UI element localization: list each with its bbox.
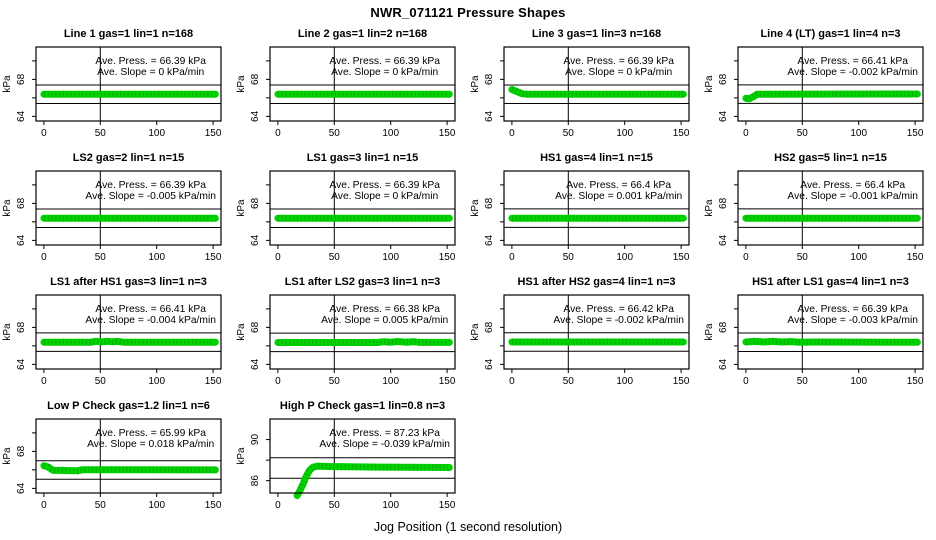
y-axis-unit-label: kPa — [470, 199, 481, 217]
x-tick-label: 50 — [796, 376, 808, 387]
subplot-title: Line 1 gas=1 lin=1 n=168 — [63, 28, 194, 40]
data-series — [297, 466, 449, 496]
x-tick-label: 50 — [562, 376, 574, 387]
y-axis-unit-label: kPa — [2, 199, 13, 217]
y-tick-label: 68 — [250, 321, 261, 333]
subplot-title: Line 2 gas=1 lin=2 n=168 — [297, 28, 428, 40]
x-tick-label: 150 — [438, 500, 456, 511]
y-tick-label: 64 — [718, 234, 729, 246]
subplot-title: High P Check gas=1 lin=0.8 n=3 — [279, 400, 446, 412]
data-series — [512, 90, 684, 95]
ave-press-annotation: Ave. Press. = 66.38 kPa — [329, 304, 440, 315]
y-tick-label: 68 — [250, 197, 261, 209]
y-tick-label: 68 — [16, 197, 27, 209]
subplot-title: LS2 gas=2 lin=1 n=15 — [72, 152, 185, 164]
x-tick-label: 50 — [94, 376, 106, 387]
ave-press-annotation: Ave. Press. = 66.41 kPa — [797, 56, 908, 67]
subplot-title: HS1 after HS2 gas=4 lin=1 n=3 — [517, 276, 676, 288]
x-tick-label: 50 — [94, 252, 106, 263]
y-tick-label: 68 — [718, 73, 729, 85]
subplot-canvas — [702, 146, 936, 270]
ave-slope-annotation: Ave. Slope = -0.039 kPa/min — [319, 439, 451, 450]
x-tick-label: 0 — [743, 128, 749, 139]
x-tick-label: 100 — [382, 500, 400, 511]
ave-slope-annotation: Ave. Slope = 0 kPa/min — [331, 191, 439, 202]
y-tick-label: 64 — [250, 234, 261, 246]
subplot-canvas — [0, 270, 234, 394]
y-tick-label: 68 — [16, 321, 27, 333]
data-series — [44, 341, 216, 342]
x-tick-label: 150 — [438, 252, 456, 263]
y-tick-label: 68 — [250, 73, 261, 85]
x-tick-label: 100 — [616, 128, 634, 139]
subplot-title: HS2 gas=5 lin=1 n=15 — [774, 152, 887, 164]
subplot-13 — [0, 394, 234, 518]
x-tick-label: 0 — [41, 252, 47, 263]
subplot-canvas — [0, 394, 234, 518]
x-tick-label: 0 — [41, 128, 47, 139]
ave-press-annotation: Ave. Press. = 87.23 kPa — [329, 428, 440, 439]
y-axis-unit-label: kPa — [704, 199, 715, 217]
y-tick-label: 90 — [250, 433, 261, 446]
x-tick-label: 150 — [672, 252, 690, 263]
x-tick-label: 100 — [148, 128, 166, 139]
subplot-1 — [0, 22, 234, 146]
x-tick-label: 50 — [562, 252, 574, 263]
ave-slope-annotation: Ave. Slope = -0.005 kPa/min — [85, 191, 217, 202]
x-axis-label: Jog Position (1 second resolution) — [373, 520, 563, 534]
x-tick-label: 150 — [906, 128, 924, 139]
x-tick-label: 0 — [743, 376, 749, 387]
x-tick-label: 0 — [275, 252, 281, 263]
x-tick-label: 50 — [94, 128, 106, 139]
ave-press-annotation: Ave. Press. = 66.4 kPa — [800, 180, 906, 191]
y-tick-label: 64 — [250, 110, 261, 122]
x-tick-label: 100 — [148, 500, 166, 511]
y-tick-label: 64 — [16, 482, 27, 494]
y-tick-label: 64 — [718, 358, 729, 370]
subplot-title: HS1 after LS1 gas=4 lin=1 n=3 — [752, 276, 909, 288]
ave-press-annotation: Ave. Press. = 66.39 kPa — [95, 180, 206, 191]
x-tick-label: 100 — [616, 376, 634, 387]
x-tick-label: 50 — [94, 500, 106, 511]
y-tick-label: 68 — [484, 73, 495, 85]
ave-press-annotation: Ave. Press. = 66.41 kPa — [95, 304, 206, 315]
x-tick-label: 0 — [275, 376, 281, 387]
x-tick-label: 150 — [438, 128, 456, 139]
x-tick-label: 100 — [616, 252, 634, 263]
x-tick-label: 150 — [438, 376, 456, 387]
y-tick-label: 68 — [16, 73, 27, 85]
x-tick-label: 0 — [509, 376, 515, 387]
plots-grid — [0, 22, 936, 518]
subplot-8 — [702, 146, 936, 270]
y-axis-unit-label: kPa — [2, 447, 13, 465]
subplot-canvas — [0, 146, 234, 270]
y-tick-label: 64 — [484, 234, 495, 246]
ave-press-annotation: Ave. Press. = 66.39 kPa — [329, 56, 440, 67]
subplot-canvas — [702, 22, 936, 146]
y-tick-label: 64 — [16, 358, 27, 370]
x-tick-label: 50 — [328, 128, 340, 139]
x-tick-label: 0 — [509, 252, 515, 263]
x-tick-label: 100 — [148, 252, 166, 263]
subplot-title: LS1 after HS1 gas=3 lin=1 n=3 — [50, 276, 207, 288]
x-tick-label: 50 — [328, 500, 340, 511]
subplot-canvas — [234, 146, 468, 270]
x-tick-label: 150 — [906, 252, 924, 263]
y-tick-label: 68 — [484, 197, 495, 209]
x-tick-label: 0 — [275, 500, 281, 511]
y-axis-unit-label: kPa — [704, 75, 715, 93]
y-axis-unit-label: kPa — [236, 447, 247, 465]
subplot-6 — [234, 146, 468, 270]
x-tick-label: 0 — [275, 128, 281, 139]
y-axis-unit-label: kPa — [2, 75, 13, 93]
ave-slope-annotation: Ave. Slope = -0.003 kPa/min — [787, 315, 919, 326]
y-tick-label: 64 — [250, 358, 261, 370]
ave-press-annotation: Ave. Press. = 66.39 kPa — [797, 304, 908, 315]
subplot-title: Line 3 gas=1 lin=3 n=168 — [531, 28, 662, 40]
data-series — [278, 342, 450, 343]
subplot-canvas — [468, 22, 702, 146]
y-tick-label: 68 — [718, 321, 729, 333]
subplot-canvas — [234, 394, 468, 518]
subplot-5 — [0, 146, 234, 270]
x-tick-label: 100 — [148, 376, 166, 387]
x-tick-label: 150 — [672, 128, 690, 139]
subplot-canvas — [468, 270, 702, 394]
subplot-title: LS1 gas=3 lin=1 n=15 — [306, 152, 419, 164]
ave-press-annotation: Ave. Press. = 66.4 kPa — [566, 180, 672, 191]
x-tick-label: 50 — [328, 376, 340, 387]
x-tick-label: 100 — [382, 252, 400, 263]
subplot-canvas — [0, 22, 234, 146]
subplot-canvas — [234, 22, 468, 146]
subplot-canvas — [702, 270, 936, 394]
y-tick-label: 64 — [484, 358, 495, 370]
subplot-4 — [702, 22, 936, 146]
y-tick-label: 68 — [484, 321, 495, 333]
ave-slope-annotation: Ave. Slope = -0.001 kPa/min — [787, 191, 919, 202]
x-tick-label: 0 — [41, 500, 47, 511]
x-tick-label: 150 — [204, 500, 222, 511]
y-tick-label: 86 — [250, 475, 261, 487]
subplot-title: HS1 gas=4 lin=1 n=15 — [540, 152, 653, 164]
ave-slope-annotation: Ave. Slope = 0 kPa/min — [331, 67, 439, 78]
x-tick-label: 0 — [509, 128, 515, 139]
x-tick-label: 50 — [796, 128, 808, 139]
subplot-title: Low P Check gas=1.2 lin=1 n=6 — [47, 400, 210, 412]
ave-press-annotation: Ave. Press. = 66.39 kPa — [329, 180, 440, 191]
subplot-3 — [468, 22, 702, 146]
x-tick-label: 100 — [850, 252, 868, 263]
x-tick-label: 150 — [204, 128, 222, 139]
y-tick-label: 64 — [16, 234, 27, 246]
x-tick-label: 50 — [328, 252, 340, 263]
subplot-12 — [702, 270, 936, 394]
subplot-2 — [234, 22, 468, 146]
y-axis-unit-label: kPa — [236, 323, 247, 341]
subplot-canvas — [234, 270, 468, 394]
ave-press-annotation: Ave. Press. = 66.39 kPa — [95, 56, 206, 67]
subplot-14 — [234, 394, 468, 518]
ave-slope-annotation: Ave. Slope = 0.005 kPa/min — [321, 315, 449, 326]
subplot-canvas — [468, 146, 702, 270]
x-tick-label: 0 — [41, 376, 47, 387]
x-tick-label: 100 — [850, 376, 868, 387]
ave-slope-annotation: Ave. Slope = -0.002 kPa/min — [553, 315, 685, 326]
ave-press-annotation: Ave. Press. = 65.99 kPa — [95, 428, 206, 439]
y-tick-label: 64 — [718, 110, 729, 122]
subplot-10 — [234, 270, 468, 394]
ave-press-annotation: Ave. Press. = 66.42 kPa — [563, 304, 674, 315]
y-tick-label: 68 — [718, 197, 729, 209]
x-tick-label: 50 — [796, 252, 808, 263]
x-tick-label: 50 — [562, 128, 574, 139]
subplot-title: Line 4 (LT) gas=1 lin=4 n=3 — [760, 28, 901, 40]
ave-slope-annotation: Ave. Slope = -0.002 kPa/min — [787, 67, 919, 78]
y-axis-unit-label: kPa — [704, 323, 715, 341]
y-tick-label: 64 — [16, 110, 27, 122]
ave-slope-annotation: Ave. Slope = -0.004 kPa/min — [85, 315, 217, 326]
y-axis-unit-label: kPa — [236, 75, 247, 93]
subplot-11 — [468, 270, 702, 394]
y-axis-unit-label: kPa — [2, 323, 13, 341]
x-tick-label: 100 — [382, 128, 400, 139]
x-tick-label: 100 — [850, 128, 868, 139]
x-tick-label: 150 — [672, 376, 690, 387]
ave-slope-annotation: Ave. Slope = 0.018 kPa/min — [87, 439, 215, 450]
y-axis-unit-label: kPa — [470, 323, 481, 341]
data-series — [746, 341, 918, 342]
x-tick-label: 150 — [204, 376, 222, 387]
subplot-7 — [468, 146, 702, 270]
ave-slope-annotation: Ave. Slope = 0 kPa/min — [565, 67, 673, 78]
ave-slope-annotation: Ave. Slope = 0.001 kPa/min — [555, 191, 683, 202]
y-tick-label: 68 — [16, 445, 27, 457]
x-tick-label: 150 — [906, 376, 924, 387]
ave-press-annotation: Ave. Press. = 66.39 kPa — [563, 56, 674, 67]
y-axis-unit-label: kPa — [236, 199, 247, 217]
y-axis-unit-label: kPa — [470, 75, 481, 93]
x-tick-label: 100 — [382, 376, 400, 387]
x-tick-label: 0 — [743, 252, 749, 263]
subplot-title: LS1 after LS2 gas=3 lin=1 n=3 — [284, 276, 441, 288]
x-tick-label: 150 — [204, 252, 222, 263]
subplot-9 — [0, 270, 234, 394]
y-tick-label: 64 — [484, 110, 495, 122]
page-title: NWR_071121 Pressure Shapes — [370, 5, 566, 20]
ave-slope-annotation: Ave. Slope = 0 kPa/min — [97, 67, 205, 78]
